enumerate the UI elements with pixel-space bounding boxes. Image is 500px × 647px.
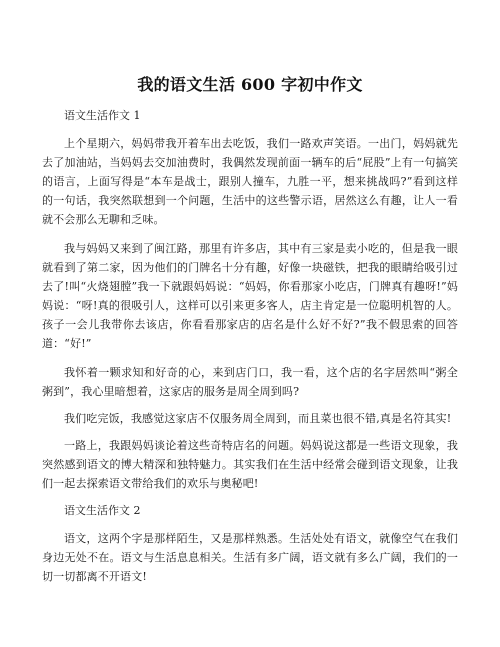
paragraph: 我与妈妈又来到了闽江路，那里有许多店，其中有三家是卖小吃的，但是我一眼就看到了第二家，因为他们的门牌名十分有趣，好像一块磁铁，把我的眼睛给吸引过去了!叫“火烧翅膛”我一下就跟妈妈说：“妈妈，你看那家小吃店，门牌真有趣呀!”妈妈说：“呀!真的很吸引人，这样可以引来更多客人，店主肯定是一位聪明机智的人。孩子一会儿我带你去该店，你看看那家店的店名是什么好不好?”我不假思索的回答道：“好!” — [42, 242, 458, 350]
paragraph: 上个星期六，妈妈带我开着车出去吃饭，我们一路欢声笑语。一出门，妈妈就先去了加油站，当妈妈去交加油费时，我偶然发现前面一辆车的后“屁股”上有一句搞笑的语言，上面写得是“本车是战士，跟别人撞车，九胜一平，想来挑战吗?”看到这样的一句话，我突然联想到一个问题，生活中的这些警示语，居然这么有趣，让人一看就不会那么无聊和乏味。 — [42, 137, 458, 226]
paragraph: 语文，这两个字是那样陌生，又是那样熟悉。生活处处有语文，就像空气在我们身边无处不在。语文与生活息息相关。生活有多广阔，语文就有多么广阔，我们的一切一切都离不开语文! — [42, 532, 458, 583]
paragraph: 我怀着一颗求知和好奇的心，来到店门口，我一看，这个店的名字居然叫“粥全粥到”，我心里暗想着，这家店的服务是周全周到吗? — [42, 366, 458, 398]
section-heading-2: 语文生活作文 2 — [64, 504, 141, 517]
article-body — [42, 106, 458, 594]
paragraph: 我们吃完饭，我感觉这家店不仅服务周全周到，而且菜也很不错,真是名符其实! — [64, 412, 452, 425]
page-title: 我的语文生活 600 字初中作文 — [137, 75, 363, 94]
paragraph: 一路上，我跟妈妈谈论着这些奇特店名的问题。妈妈说这都是一些语文现象，我突然感到语文的博大精深和独特魅力。其实我们在生活中经常会碰到语文现象，让我们一起去探索语文带给我们的欢乐与奥秘吧! — [42, 439, 458, 490]
section-heading-1: 语文生活作文 1 — [64, 109, 141, 122]
